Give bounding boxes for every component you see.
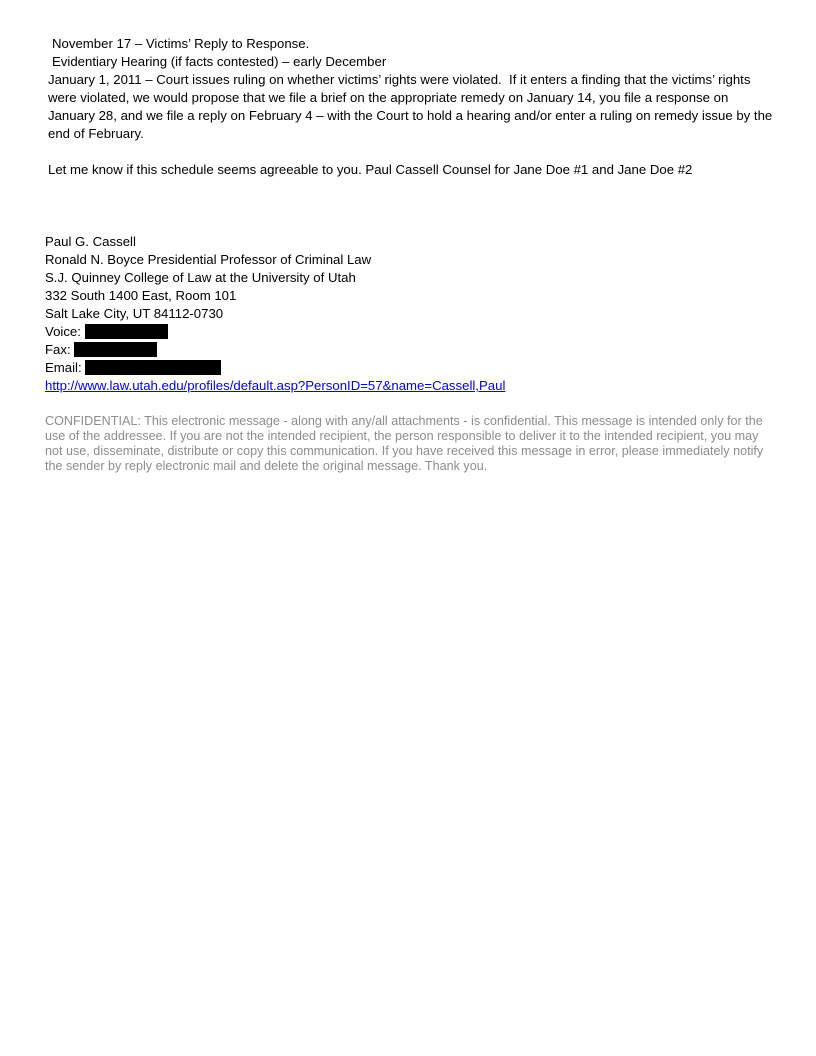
signature-title: Ronald N. Boyce Presidential Professor of Criminal Law <box>45 252 372 267</box>
signature-voice-row <box>45 323 775 341</box>
spacer <box>45 143 775 161</box>
fax-label: Fax: <box>45 342 71 357</box>
schedule-item-hearing: Evidentiary Hearing (if facts contested) – early December <box>52 54 387 69</box>
signature-email-row <box>45 359 775 377</box>
schedule-item-ruling: January 1, 2011 – Court issues ruling on whether victims’ rights were violated. If it enters a finding that the victims’ rights were violated, we would propose that we file a brief on the appropriate remedy on January 14, you file a response on January 28, and we file a reply on February 4 – with the Court to hold a hearing and/or enter a ruling on remedy issue by the end of February. <box>48 72 776 141</box>
signature-address-street: 332 South 1400 East, Room 101 <box>45 288 237 303</box>
profile-link[interactable]: http://www.law.utah.edu/profiles/default.asp?PersonID=57&name=Cassell,Paul <box>45 378 506 393</box>
signature-profile-row <box>45 377 775 395</box>
email-document <box>45 35 775 474</box>
signature-block <box>45 233 775 395</box>
signature-institution: S.J. Quinney College of Law at the University of Utah <box>45 270 356 285</box>
email-label: Email: <box>45 360 82 375</box>
redaction-bar-fax <box>74 342 157 357</box>
closing-paragraph: Let me know if this schedule seems agreeable to you. Paul Cassell Counsel for Jane Doe #1 and Jane Doe #2 <box>48 162 693 177</box>
voice-label: Voice: <box>45 324 81 339</box>
redaction-bar-email <box>85 360 221 375</box>
spacer <box>45 179 775 233</box>
signature-address-city: Salt Lake City, UT 84112-0730 <box>45 306 224 321</box>
schedule-item-reply: November 17 – Victims’ Reply to Response. <box>52 36 310 51</box>
signature-fax-row <box>45 341 775 359</box>
confidentiality-notice: CONFIDENTIAL: This electronic message - along with any/all attachments - is confidential. This message is intended only for the use of the addressee. If you are not the intended recipient, the person responsible to deliver it to the intended recipient, you may not use, disseminate, distribute or copy this communication. If you have received this message in error, please immediately notify the sender by reply electronic mail and delete the original message. Thank you. <box>45 414 764 473</box>
redaction-bar-voice <box>85 324 168 339</box>
signature-name: Paul G. Cassell <box>45 234 136 249</box>
